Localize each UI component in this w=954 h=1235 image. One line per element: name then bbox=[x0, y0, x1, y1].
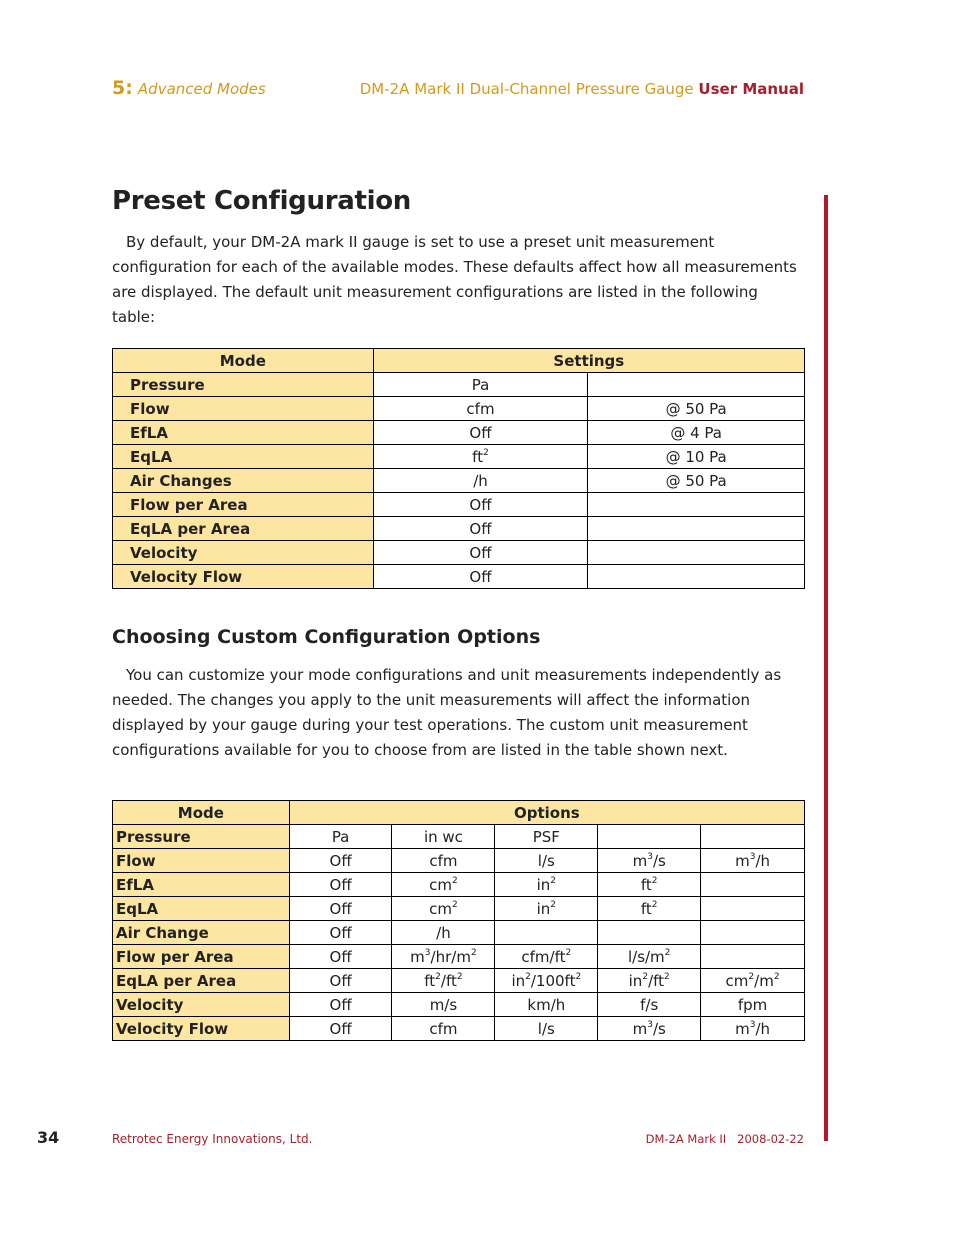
mode-cell: Flow bbox=[113, 849, 290, 873]
table-row bbox=[113, 945, 805, 969]
condition-cell bbox=[588, 541, 805, 565]
unit-value: Off bbox=[469, 543, 492, 562]
unit-cell bbox=[373, 541, 588, 565]
mode-cell: Flow bbox=[113, 397, 374, 421]
mode-cell: EfLA bbox=[113, 421, 374, 445]
paragraph-preset-text: By default, your DM-2A mark II gauge is set to use a preset unit measurement configuration for each of the available modes. These defaults affect how all measurements are displayed. The default unit measurement configurations are listed in the following table: bbox=[112, 233, 797, 326]
mode-cell: EqLA bbox=[113, 897, 290, 921]
unit-value: /h bbox=[473, 471, 488, 490]
option-cell: /h bbox=[392, 921, 495, 945]
table-row bbox=[113, 849, 805, 873]
option-cell: $m^3/hr/m^2$ bbox=[392, 945, 495, 969]
option-cell: $cm^2/m^2$ bbox=[701, 969, 805, 993]
condition-cell bbox=[588, 493, 805, 517]
mode-cell: Flow per Area bbox=[113, 945, 290, 969]
unit-value: Off bbox=[469, 519, 492, 538]
table-row bbox=[113, 565, 805, 589]
unit-cell bbox=[373, 421, 588, 445]
unit-value: Off bbox=[469, 423, 492, 442]
table-row bbox=[113, 469, 805, 493]
paragraph-preset bbox=[112, 230, 802, 330]
option-cell bbox=[701, 945, 805, 969]
option-cell: fpm bbox=[701, 993, 805, 1017]
margin-rule bbox=[824, 195, 828, 1141]
custom-options-table bbox=[112, 800, 805, 1041]
option-cell: cfm bbox=[392, 1017, 495, 1041]
unit-exponent: 2 bbox=[483, 447, 489, 458]
document-header bbox=[360, 80, 804, 98]
option-cell: $m^3/s$ bbox=[598, 1017, 701, 1041]
footer-company: Retrotec Energy Innovations, Ltd. bbox=[112, 1132, 313, 1146]
option-cell: $ft^2/ft^2$ bbox=[392, 969, 495, 993]
option-cell: Off bbox=[289, 921, 392, 945]
option-cell: m/s bbox=[392, 993, 495, 1017]
option-cell: Off bbox=[289, 897, 392, 921]
table-row bbox=[113, 517, 805, 541]
mode-cell: Flow per Area bbox=[113, 493, 374, 517]
option-cell: $m^3/h$ bbox=[701, 1017, 805, 1041]
unit-cell bbox=[373, 493, 588, 517]
mode-cell: Velocity Flow bbox=[113, 565, 374, 589]
table-row bbox=[113, 993, 805, 1017]
unit-cell bbox=[373, 565, 588, 589]
table-row bbox=[113, 493, 805, 517]
table-row bbox=[113, 541, 805, 565]
table-row bbox=[113, 1017, 805, 1041]
table-row bbox=[113, 445, 805, 469]
unit-cell bbox=[373, 469, 588, 493]
table-row bbox=[113, 825, 805, 849]
option-cell: l/s bbox=[495, 849, 598, 873]
mode-cell: Pressure bbox=[113, 825, 290, 849]
unit-value: ft bbox=[472, 447, 484, 466]
chapter-title: Advanced Modes bbox=[137, 80, 266, 98]
option-cell: $ft^2$ bbox=[598, 897, 701, 921]
condition-cell: @ 10 Pa bbox=[588, 445, 805, 469]
option-cell: Off bbox=[289, 969, 392, 993]
unit-cell bbox=[373, 373, 588, 397]
option-cell: $in^2$ bbox=[495, 897, 598, 921]
option-cell bbox=[701, 897, 805, 921]
option-cell: $m^3/s$ bbox=[598, 849, 701, 873]
header-settings: Settings bbox=[373, 349, 804, 373]
table-header-row bbox=[113, 349, 805, 373]
condition-cell bbox=[588, 565, 805, 589]
header-options: Options bbox=[289, 801, 804, 825]
mode-cell: Pressure bbox=[113, 373, 374, 397]
page-number: 34 bbox=[37, 1128, 60, 1147]
option-cell: Off bbox=[289, 873, 392, 897]
paragraph-custom-text: You can customize your mode configurations and unit measurements independently as needed. The changes you apply to the unit measurements will affect the information displayed by your gauge during your test operations. The custom unit measurement configurations available for you to choose from are listed in the table shown next. bbox=[112, 666, 782, 759]
chapter-number: 5: bbox=[112, 77, 133, 99]
header-mode: Mode bbox=[113, 349, 374, 373]
paragraph-custom bbox=[112, 663, 802, 763]
footer-doc-ref: DM-2A Mark II 2008-02-22 bbox=[645, 1132, 804, 1146]
mode-cell: EqLA bbox=[113, 445, 374, 469]
table-row bbox=[113, 373, 805, 397]
condition-cell: @ 50 Pa bbox=[588, 469, 805, 493]
mode-cell: EfLA bbox=[113, 873, 290, 897]
option-cell: Pa bbox=[289, 825, 392, 849]
unit-value: Off bbox=[469, 495, 492, 514]
option-cell bbox=[598, 825, 701, 849]
option-cell: km/h bbox=[495, 993, 598, 1017]
mode-cell: Velocity Flow bbox=[113, 1017, 290, 1041]
option-cell bbox=[701, 873, 805, 897]
option-cell: $in^2/100ft^2$ bbox=[495, 969, 598, 993]
preset-configuration-table bbox=[112, 348, 805, 589]
mode-cell: Velocity bbox=[113, 993, 290, 1017]
unit-cell bbox=[373, 397, 588, 421]
document-type: User Manual bbox=[698, 80, 804, 98]
option-cell: l/s bbox=[495, 1017, 598, 1041]
unit-value: cfm bbox=[466, 399, 495, 418]
condition-cell bbox=[588, 373, 805, 397]
option-cell bbox=[701, 921, 805, 945]
condition-cell bbox=[588, 517, 805, 541]
option-cell: $l/s/m^2$ bbox=[598, 945, 701, 969]
unit-cell bbox=[373, 445, 588, 469]
option-cell: Off bbox=[289, 1017, 392, 1041]
option-cell: $cm^2$ bbox=[392, 873, 495, 897]
mode-cell: Air Change bbox=[113, 921, 290, 945]
table-row bbox=[113, 421, 805, 445]
option-cell: Off bbox=[289, 945, 392, 969]
unit-cell bbox=[373, 517, 588, 541]
table-row bbox=[113, 873, 805, 897]
mode-cell: Velocity bbox=[113, 541, 374, 565]
section-title-preset: Preset Configuration bbox=[112, 186, 411, 216]
condition-cell: @ 50 Pa bbox=[588, 397, 805, 421]
option-cell: cfm/$ft^2$ bbox=[495, 945, 598, 969]
section-title-custom: Choosing Custom Configuration Options bbox=[112, 626, 541, 648]
option-cell bbox=[495, 921, 598, 945]
option-cell: $ft^2$ bbox=[598, 873, 701, 897]
option-cell: Off bbox=[289, 993, 392, 1017]
option-cell: $m^3/h$ bbox=[701, 849, 805, 873]
condition-cell: @ 4 Pa bbox=[588, 421, 805, 445]
table-row bbox=[113, 969, 805, 993]
header-mode: Mode bbox=[113, 801, 290, 825]
table-row bbox=[113, 897, 805, 921]
document-title: DM-2A Mark II Dual-Channel Pressure Gauge bbox=[359, 80, 694, 98]
option-cell: PSF bbox=[495, 825, 598, 849]
unit-value: Pa bbox=[471, 375, 490, 394]
table-row bbox=[113, 921, 805, 945]
mode-cell: EqLA per Area bbox=[113, 517, 374, 541]
option-cell: f/s bbox=[598, 993, 701, 1017]
mode-cell: Air Changes bbox=[113, 469, 374, 493]
option-cell: $cm^2$ bbox=[392, 897, 495, 921]
table-row bbox=[113, 397, 805, 421]
option-cell: Off bbox=[289, 849, 392, 873]
option-cell: $in^2/ft^2$ bbox=[598, 969, 701, 993]
option-cell bbox=[598, 921, 701, 945]
option-cell: in wc bbox=[392, 825, 495, 849]
table-header-row bbox=[113, 801, 805, 825]
mode-cell: EqLA per Area bbox=[113, 969, 290, 993]
option-cell: cfm bbox=[392, 849, 495, 873]
chapter-header bbox=[112, 77, 266, 99]
unit-value: Off bbox=[469, 567, 492, 586]
option-cell bbox=[701, 825, 805, 849]
option-cell: $in^2$ bbox=[495, 873, 598, 897]
